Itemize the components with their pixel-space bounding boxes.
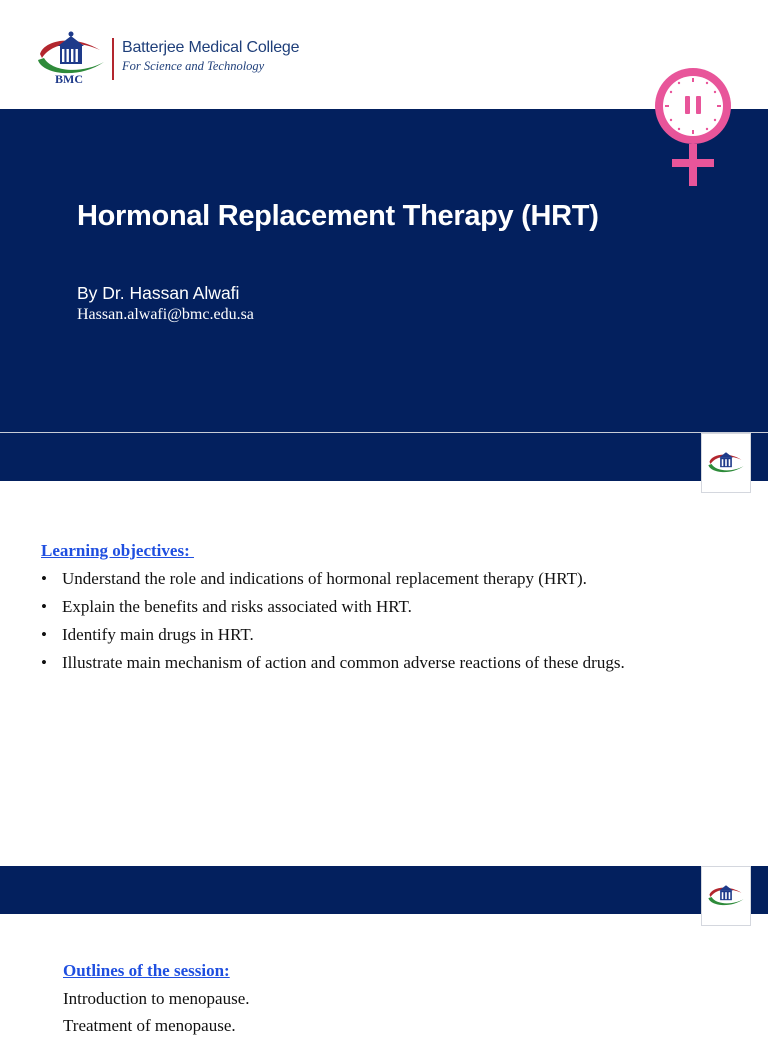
presentation-title: Hormonal Replacement Therapy (HRT) [77,200,599,232]
list-item: Introduction to menopause. [63,989,250,1008]
bullet: • [41,625,47,644]
bullet: • [41,569,47,588]
college-name: Batterjee Medical College [122,39,300,56]
bmc-emblem-icon [705,448,747,480]
college-tagline: For Science and Technology [122,59,265,73]
logo-divider [112,38,114,80]
list-item [41,595,625,623]
author-email[interactable]: Hassan.alwafi@bmc.edu.sa [77,306,254,323]
outline-slide [0,866,768,1035]
list-item: Treatment of menopause. [63,1016,236,1035]
college-logo [34,28,324,90]
bullet: • [41,597,47,616]
slide-header-band [0,433,768,481]
author-name: By Dr. Hassan Alwafi [77,283,240,303]
slide-header-band [0,866,768,914]
list-item [41,651,625,679]
logo-abbr: BMC [55,72,83,86]
outline-heading: Outlines of the session: [63,961,230,980]
objectives-slide [0,433,768,865]
objectives-heading: Learning objectives: [41,541,194,560]
objective-text: Explain the benefits and risks associated with HRT. [62,597,412,616]
list-item [41,623,625,651]
list-item [41,567,625,595]
venus-clock-icon [648,62,738,190]
bmc-emblem-icon [705,881,747,913]
objectives-list [41,567,625,679]
objective-text: Illustrate main mechanism of action and common adverse reactions of these drugs. [62,653,625,672]
objective-text: Identify main drugs in HRT. [62,625,254,644]
bullet: • [41,653,47,672]
outline-list [63,987,250,1041]
title-slide [0,0,768,432]
bmc-badge [701,433,751,493]
bmc-badge [701,866,751,926]
objective-text: Understand the role and indications of hormonal replacement therapy (HRT). [62,569,587,588]
